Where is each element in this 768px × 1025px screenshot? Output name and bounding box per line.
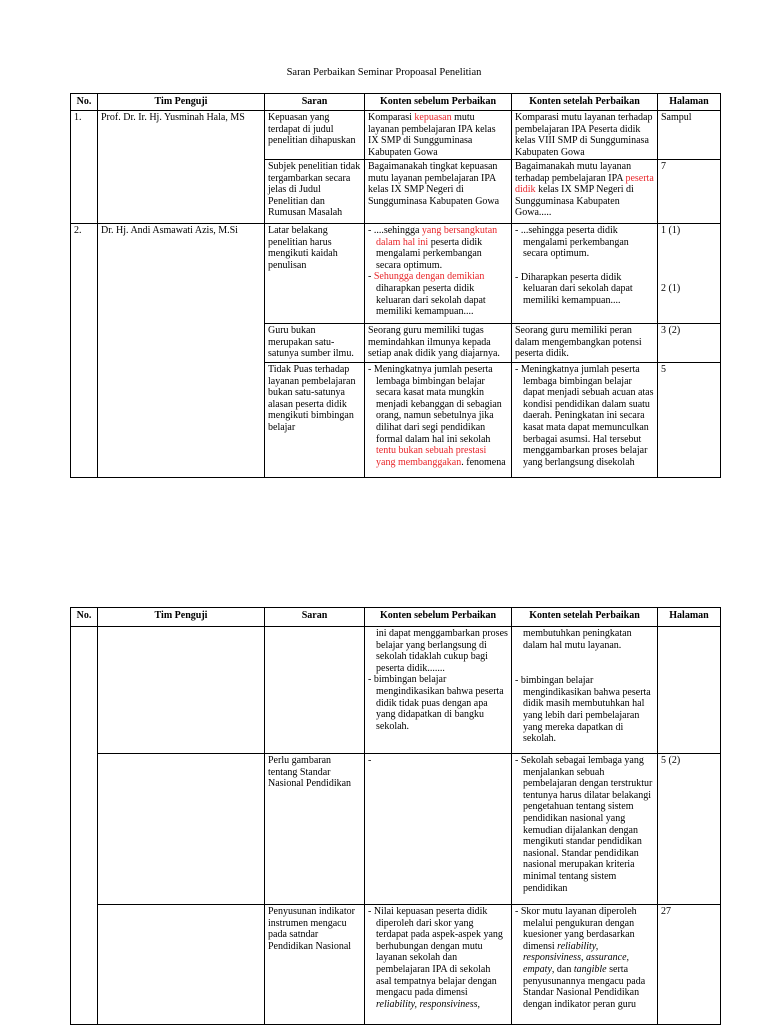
konten-sebelum-cell: - — [365, 754, 512, 905]
document-title: Saran Perbaikan Seminar Propoasal Penelitian — [286, 67, 482, 78]
konten-sebelum-cell: - Meningkatnya jumlah peserta lembaga bimbingan belajar secara kasat mata mungkin menjadi kebanggan di sebagian orang, namun sebetulnya jika dilihat dari segi pendidikan formal dalam hal ini sekolah tentu bukan sebuah prestasi yang membanggakan. fenomena — [365, 363, 512, 478]
konten-sebelum-cell: - Nilai kepuasan peserta didik diperoleh dari skor yang terdapat pada aspek-aspek yang berhubungan dengan mutu layanan sekolah dan pembelajaran IPA di sekolah asal tempatnya belajar dengan mengacu pada dimensi reliability, responsiviness, — [365, 905, 512, 1025]
header-konten-sebelum: Konten sebelum Perbaikan — [365, 608, 512, 627]
revision-table-page-2 — [70, 607, 721, 1025]
table-header-row — [71, 94, 721, 111]
table-row — [71, 111, 721, 160]
examiner-name — [98, 627, 265, 754]
header-halaman: Halaman — [658, 94, 721, 111]
row-number: 2. — [71, 224, 98, 478]
header-tim-penguji: Tim Penguji — [98, 608, 265, 627]
konten-setelah-cell: - ...sehingga peserta didik mengalami perkembangan secara optimum. - Diharapkan peserta didik keluaran dari sekolah dapat memiliki kemampuan.... — [512, 224, 658, 324]
row-number — [71, 627, 98, 1025]
konten-setelah-cell: Seorang guru memiliki peran dalam mengembangkan potensi peserta didik. — [512, 324, 658, 363]
examiner-name — [98, 905, 265, 1025]
halaman-cell: 3 (2) — [658, 324, 721, 363]
header-konten-setelah: Konten setelah Perbaikan — [512, 94, 658, 111]
konten-sebelum-cell: ini dapat menggambarkan proses belajar yang berlangsung di sekolah tidaklah cukup bagi peserta didik....... - bimbingan belajar mengindikasikan bahwa peserta didik tidak puas dengan apa yang didapatkan di bangku sekolah. — [365, 627, 512, 754]
konten-sebelum-cell: Seorang guru memiliki tugas memindahkan ilmunya kepada setiap anak didik yang diajarnya. — [365, 324, 512, 363]
table-row — [71, 627, 721, 754]
halaman-cell: 7 — [658, 160, 721, 224]
saran-cell: Tidak Puas terhadap layanan pembelajaran bukan satu-satunya alasan peserta didik mengikuti bimbingan belajar — [265, 363, 365, 478]
konten-setelah-cell: Bagaimanakah mutu layanan terhadap pembelajaran IPA peserta didik kelas IX SMP Negeri di Sungguminasa Kabupaten Gowa..... — [512, 160, 658, 224]
halaman-cell — [658, 627, 721, 754]
saran-cell: Guru bukan merupakan satu-satunya sumber ilmu. — [265, 324, 365, 363]
konten-setelah-cell: membutuhkan peningkatan dalam hal mutu layanan. - bimbingan belajar mengindikasikan bahwa peserta didik masih membutuhkan hal yang lebih dari pembelajaran yang mereka dapatkan di sekolah. — [512, 627, 658, 754]
konten-sebelum-cell: - ....sehingga yang bersangkutan dalam hal ini peserta didik mengalami perkembangan secara optimum. - Sehungga dengan demikian diharapkan peserta didik keluaran dari sekolah dapat memiliki kemampuan.... — [365, 224, 512, 324]
konten-sebelum-cell: Komparasi kepuasan mutu layanan pembelajaran IPA kelas IX SMP di Sungguminasa Kabupaten Gowa — [365, 111, 512, 160]
halaman-cell: 5 — [658, 363, 721, 478]
halaman-cell: 1 (1) 2 (1) — [658, 224, 721, 324]
examiner-name — [98, 754, 265, 905]
row-number: 1. — [71, 111, 98, 224]
revision-table-page-1 — [70, 93, 721, 478]
table-row — [71, 224, 721, 324]
header-konten-sebelum: Konten sebelum Perbaikan — [365, 94, 512, 111]
saran-cell: Penyusunan indikator instrumen mengacu pada satndar Pendidikan Nasional — [265, 905, 365, 1025]
konten-sebelum-cell: Bagaimanakah tingkat kepuasan mutu layanan pembelajaran IPA kelas IX SMP Negeri di Sungguminasa Kabupaten Gowa — [365, 160, 512, 224]
halaman-cell: 27 — [658, 905, 721, 1025]
saran-cell: Subjek penelitian tidak tergambarkan secara jelas di Judul Penelitian dan Rumusan Masalah — [265, 160, 365, 224]
header-saran: Saran — [265, 94, 365, 111]
saran-cell — [265, 627, 365, 754]
header-konten-setelah: Konten setelah Perbaikan — [512, 608, 658, 627]
halaman-cell: 5 (2) — [658, 754, 721, 905]
table-header-row — [71, 608, 721, 627]
konten-setelah-cell: - Sekolah sebagai lembaga yang menjalankan sebuah pembelajaran dengan terstruktur tentunya harus dilatar belakangi pengetahuan tentang sistem pendidikan nasional yang kemudian dijalankan dengan mengikuti standar pendidikan nasional. Standar pendidikan nasional merupakan kriteria minimal tentang sistem pendidikan — [512, 754, 658, 905]
konten-setelah-cell: Komparasi mutu layanan terhadap pembelajaran IPA Peserta didik kelas VIII SMP di Sungguminasa Kabupaten Gowa — [512, 111, 658, 160]
header-no: No. — [71, 608, 98, 627]
saran-cell: Kepuasan yang terdapat di judul penelitian dihapuskan — [265, 111, 365, 160]
table-row — [71, 905, 721, 1025]
header-saran: Saran — [265, 608, 365, 627]
table-row — [71, 754, 721, 905]
examiner-name: Prof. Dr. Ir. Hj. Yusminah Hala, MS — [98, 111, 265, 224]
header-no: No. — [71, 94, 98, 111]
saran-cell: Latar belakang penelitian harus mengikuti kaidah penulisan — [265, 224, 365, 324]
header-halaman: Halaman — [658, 608, 721, 627]
konten-setelah-cell: - Meningkatnya jumlah peserta lembaga bimbingan belajar dapat menjadi sebuah acuan atas kondisi pendidikan dalam suatu daerah. Peningkatan ini secara kasat mata dapat memunculkan berbagai asumsi. Hal tersebut menggambarkan proses belajar yang berlangsung disekolah — [512, 363, 658, 478]
examiner-name: Dr. Hj. Andi Asmawati Azis, M.Si — [98, 224, 265, 478]
konten-setelah-cell: - Skor mutu layanan diperoleh melalui pengukuran dengan kuesioner yang berdasarkan dimensi reliability, responsiviness, assurance, empaty, dan tangible serta penyusunannya mengacu pada Standar Nasional Pendidikan dengan indikator peran guru — [512, 905, 658, 1025]
saran-cell: Perlu gambaran tentang Standar Nasional Pendidikan — [265, 754, 365, 905]
header-tim-penguji: Tim Penguji — [98, 94, 265, 111]
halaman-cell: Sampul — [658, 111, 721, 160]
